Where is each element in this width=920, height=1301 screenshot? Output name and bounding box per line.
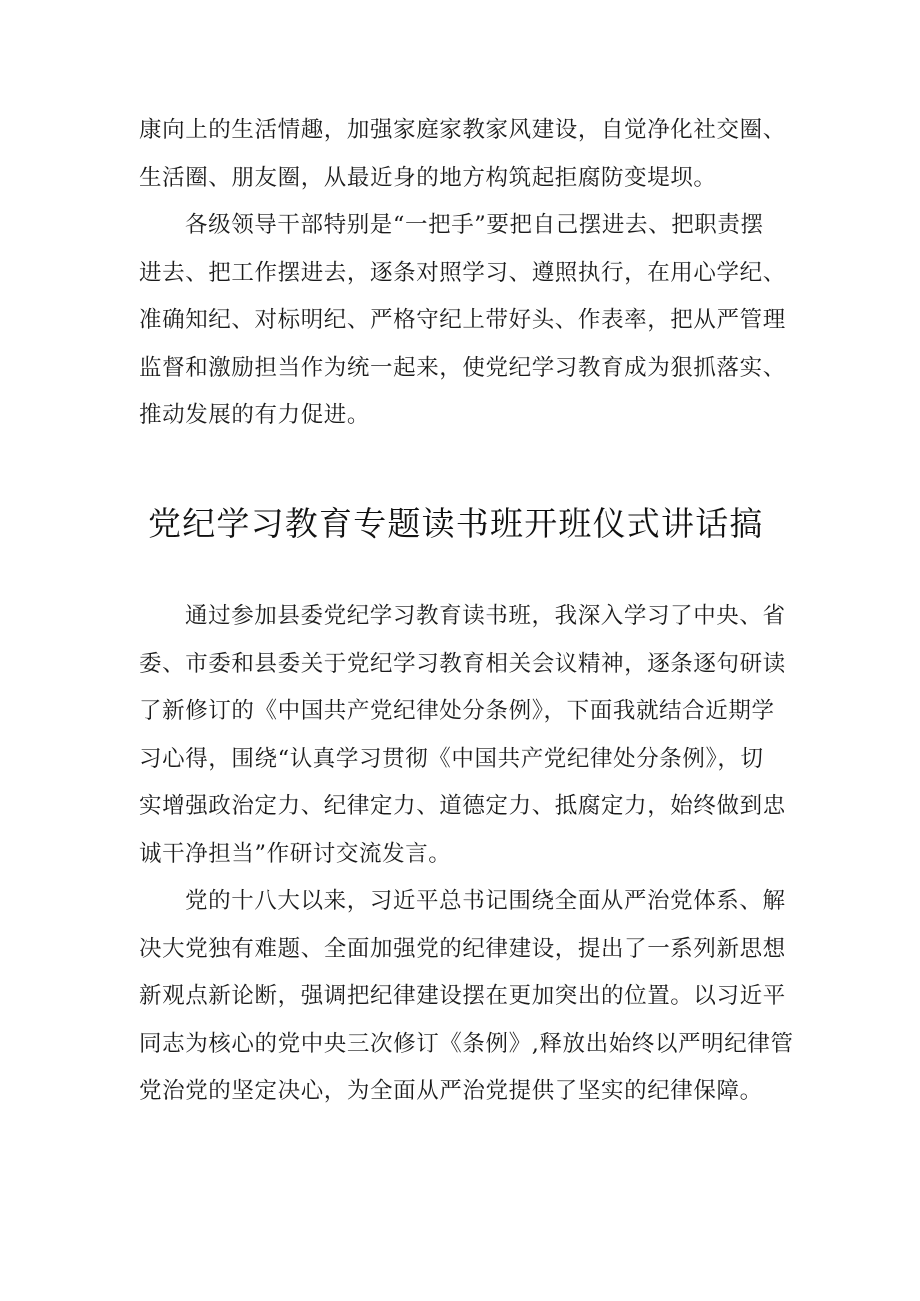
text-line: 委、市委和县委关于党纪学习教育相关会议精神，逐条逐句研读	[139, 650, 786, 677]
text-line: 各级领导干部特别是“一把手”要把自己摆进去、把职责摆	[185, 212, 764, 238]
text-line: 推动发展的有力促进。	[139, 402, 371, 428]
text-line: 诚干净担当”作研讨交流发言。	[139, 840, 452, 867]
continued-paragraphs	[139, 107, 795, 440]
text-line: 新观点新论断，强调把纪律建设摆在更加突出的位置。以习近平	[139, 983, 786, 1009]
text-line: 习心得，围绕“认真学习贯彻《中国共产党纪律处分条例》，切	[139, 745, 764, 772]
document-title: 党纪学习教育专题读书班开班仪式讲话搞	[148, 504, 764, 543]
text-line: 实增强政治定力、纪律定力、道德定力、抵腐定力，始终做到忠	[139, 793, 786, 819]
text-line: 决大党独有难题、全面加强党的纪律建设，提出了一系列新思想	[139, 935, 786, 962]
text-line: 准确知纪、对标明纪、严格守纪上带好头、作表率，把从严管理	[139, 307, 786, 333]
text-line: 生活圈、朋友圈，从最近身的地方构筑起拒腐防变堤坝。	[139, 164, 717, 191]
text-line: 进去、把工作摆进去，逐条对照学习、遵照执行，在用心学纪、	[139, 259, 786, 286]
text-line: 通过参加县委党纪学习教育读书班，我深入学习了中央、省	[185, 603, 786, 629]
text-line: 党治党的坚定决心，为全面从严治党提供了坚实的纪律保障。	[139, 1078, 763, 1104]
text-line: 康向上的生活情趣，加强家庭家教家风建设，自觉净化社交圈、	[139, 117, 786, 143]
text-line: 党的十八大以来，习近平总书记围绕全面从严治党体系、解	[185, 888, 786, 914]
speech-paragraphs	[139, 593, 795, 1116]
text-line: 同志为核心的党中央三次修订《条例》,释放出始终以严明纪律管	[139, 1030, 794, 1057]
text-line: 监督和激励担当作为统一起来，使党纪学习教育成为狠抓落实、	[139, 354, 786, 381]
text-line: 了新修订的《中国共产党纪律处分条例》，下面我就结合近期学	[139, 698, 775, 724]
